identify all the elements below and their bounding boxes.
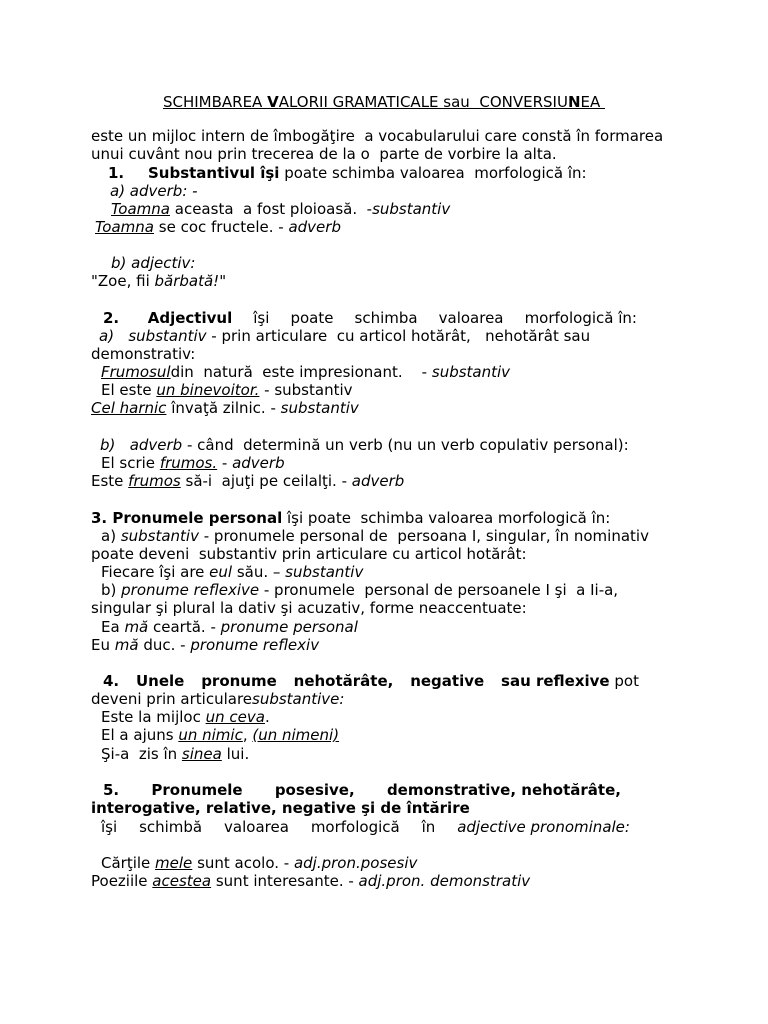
section-5-heading: 5. Pronumele posesive, demonstrative, nehotărâte, — [103, 781, 621, 799]
example-line: Toamna se coc fructele. - adverb — [95, 218, 341, 236]
section-4-line-2: deveni prin articularesubstantive: — [91, 690, 345, 708]
section-3-b-line-2: singular şi plural la dativ şi acuzativ, forme neaccentuate: — [91, 599, 527, 617]
example-line: El scrie frumos. - adverb — [101, 454, 285, 472]
section-2-a-line-2: demonstrativ: — [91, 345, 196, 363]
section-1-b-label: b) adjectiv: — [111, 254, 196, 272]
section-3-b-line: b) pronume reflexive - pronumele personal de persoanele I şi a Ii-a, — [101, 581, 619, 599]
section-2-a-line: a) substantiv - prin articulare cu articol hotărât, nehotărât sau — [99, 327, 591, 345]
section-2-b-line: b) adverb - când determină un verb (nu un verb copulativ personal): — [100, 436, 629, 454]
example-line: Poeziile acestea sunt interesante. - adj.pron. demonstrativ — [91, 872, 531, 890]
intro-line-2: unui cuvânt nou prin trecerea de la o parte de vorbire la alta. — [91, 145, 557, 163]
example-line: Cel harnic învaţă zilnic. - substantiv — [91, 399, 359, 417]
example-line: Eu mă duc. - pronume reflexiv — [91, 636, 320, 654]
example-line: "Zoe, fii bărbată!" — [91, 272, 227, 290]
example-line: Şi-a zis în sinea lui. — [101, 745, 250, 763]
intro-line-1: este un mijloc intern de îmbogăţire a vocabularului care constă în formarea — [91, 127, 664, 145]
example-line: Fiecare îşi are eul său. – substantiv — [101, 563, 364, 581]
example-line: Frumosuldin natură este impresionant. - substantiv — [101, 363, 511, 381]
section-4-heading: 4. Unele pronume nehotărâte, negative sau reflexive pot — [103, 672, 639, 690]
section-3-a-line-2: poate deveni substantiv prin articulare cu articol hotărât: — [91, 545, 527, 563]
section-2-heading: 2. Adjectivul îşi poate schimba valoarea morfologică în: — [103, 309, 637, 327]
section-1-heading: 1. Substantivul îşi poate schimba valoarea morfologică în: — [108, 164, 587, 182]
section-3-a-line: a) substantiv - pronumele personal de persoana I, singular, în nominativ — [101, 527, 649, 545]
example-line: Toamna aceasta a fost ploioasă. -substantiv — [111, 200, 451, 218]
section-5-line-3: îşi schimbă valoarea morfologică în adjective pronominale: — [101, 818, 630, 836]
page-title: SCHIMBAREA VALORII GRAMATICALE sau CONVERSIUNEA — [162, 93, 606, 111]
example-line: Este la mijloc un ceva. — [101, 708, 270, 726]
section-3-heading: 3. Pronumele personal îşi poate schimba valoarea morfologică în: — [91, 509, 611, 527]
example-line: Este frumos să-i ajuţi pe ceilalţi. - adverb — [91, 472, 405, 490]
example-line: Cărţile mele sunt acolo. - adj.pron.posesiv — [101, 854, 418, 872]
example-line: El a ajuns un nimic, (un nimeni) — [101, 726, 340, 744]
section-5-line-2: interogative, relative, negative şi de întărire — [91, 799, 470, 817]
example-line: Ea mă ceartă. - pronume personal — [101, 618, 358, 636]
section-1-a-label: a) adverb: - — [110, 182, 198, 200]
example-line: El este un binevoitor. - substantiv — [101, 381, 353, 399]
